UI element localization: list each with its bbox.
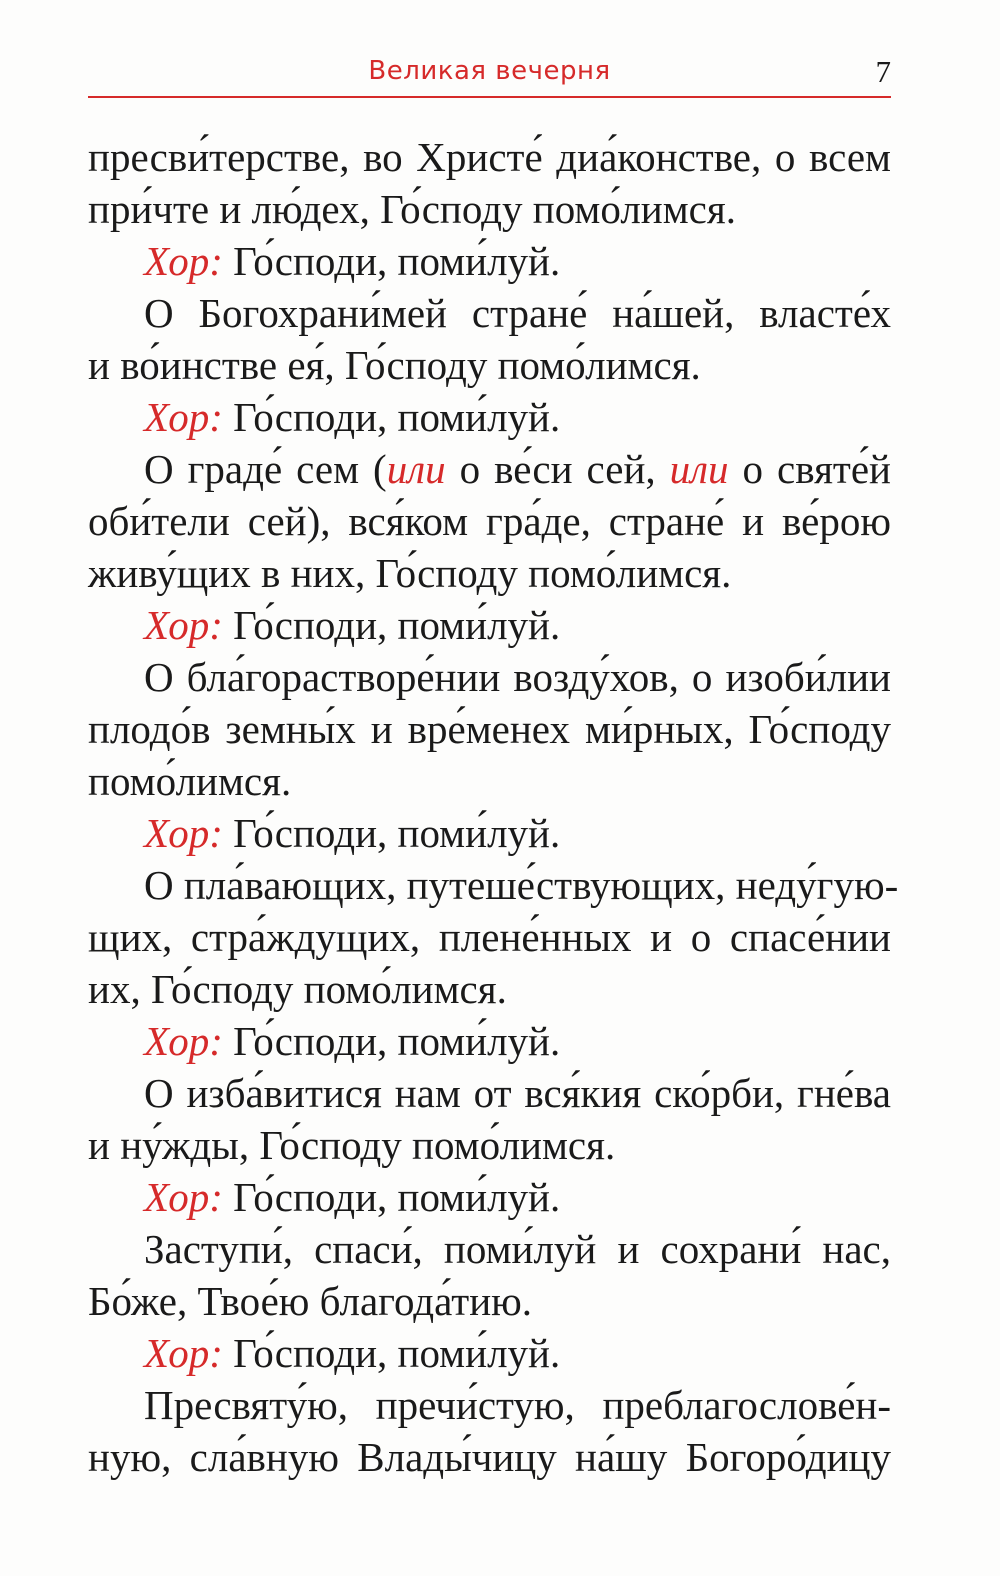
- choir-label: Хор:: [144, 810, 223, 856]
- text-line: помо́лимся.: [88, 758, 292, 804]
- petition-line: Пресвяту́ю, пречи́стую, преблагослове́н-: [144, 1382, 891, 1428]
- choir-response: Хор: Го́споди, поми́луй.: [144, 1330, 561, 1376]
- choir-response: Хор: Го́споди, поми́луй.: [144, 602, 561, 648]
- page-number: 7: [875, 54, 891, 89]
- text-line: ную, сла́вную Влады́чицу на́шу Богоро́дицу: [88, 1434, 891, 1480]
- text-line: при́чте и лю́дех, Го́споду помо́лимся.: [88, 186, 736, 232]
- petition-line: О Богохрани́мей стране́ на́шей, власте́х: [144, 290, 891, 336]
- petition-line: О бла́горастворе́нии возду́хов, о изоби́лии: [144, 654, 891, 700]
- choir-label: Хор:: [144, 238, 223, 284]
- choir-response: Хор: Го́споди, поми́луй.: [144, 810, 561, 856]
- petition-line: Заступи́, спаси́, поми́луй и сохрани́ нас,: [144, 1226, 891, 1272]
- choir-response: Хор: Го́споди, поми́луй.: [144, 394, 561, 440]
- choir-response: Хор: Го́споди, поми́луй.: [144, 238, 561, 284]
- rubric-or: или: [669, 446, 729, 492]
- choir-response: Хор: Го́споди, поми́луй.: [144, 1018, 561, 1064]
- rubric-or: или: [386, 446, 446, 492]
- choir-label: Хор:: [144, 1018, 223, 1064]
- choir-label: Хор:: [144, 1330, 223, 1376]
- choir-label: Хор:: [144, 602, 223, 648]
- litany-text: [88, 131, 899, 1483]
- running-header: [88, 52, 891, 98]
- petition-line: О граде́ сем (или о ве́си сей, или о святе́й: [144, 446, 891, 492]
- text-line: и ну́жды, Го́споду помо́лимся.: [88, 1122, 616, 1168]
- text-line: живу́щих в них, Го́споду помо́лимся.: [88, 550, 732, 596]
- petition-line: О пла́вающих, путеше́ствующих, неду́гую-: [144, 862, 899, 908]
- choir-label: Хор:: [144, 394, 223, 440]
- text-line: и во́инстве ея́, Го́споду помо́лимся.: [88, 342, 701, 388]
- petition-line: О изба́витися нам от вся́кия ско́рби, гне́ва: [144, 1070, 891, 1116]
- text-line: плодо́в земны́х и вре́менех ми́рных, Го́споду: [88, 706, 891, 752]
- text-line: их, Го́споду помо́лимся.: [88, 966, 507, 1012]
- text-line: Бо́же, Твое́ю благода́тию.: [88, 1278, 533, 1324]
- text-line: оби́тели сей), вся́ком гра́де, стране́ и ве́рою: [88, 498, 891, 544]
- choir-label: Хор:: [144, 1174, 223, 1220]
- running-title: Великая вечерня: [368, 56, 611, 86]
- choir-response: Хор: Го́споди, поми́луй.: [144, 1174, 561, 1220]
- text-line: щих, стра́ждущих, плене́нных и о спасе́нии: [88, 914, 891, 960]
- text-line: пресви́терстве, во Христе́ диа́констве, о всем: [88, 134, 891, 180]
